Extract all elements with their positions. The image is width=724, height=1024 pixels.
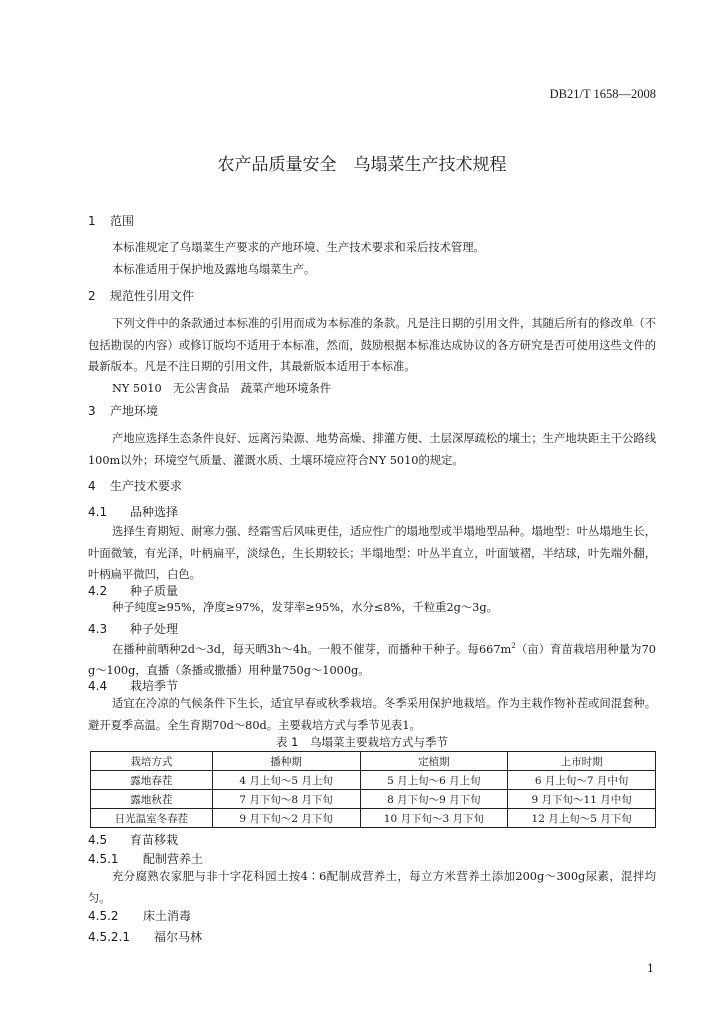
document-title: 农产品质量安全 乌塌菜生产技术规程 [217,155,507,175]
section-2-body [0,313,724,399]
section-1-body [0,237,724,280]
table-cell: 日光温室冬春茬 [91,809,213,828]
table-header-row [91,752,656,771]
section-title: 规范性引用文件 [110,289,195,303]
paragraph-text: （亩）育苗栽培用种量为70g～100g，直播（条播或撒播）用种量750g～1000g。 [88,642,656,678]
table-cell: 9 月下旬～11 月中旬 [508,790,656,809]
subsection-number: 4.1 [88,505,108,519]
subsection-4-1 [0,504,724,521]
paragraph-text: 在播种前晒种2d～3d，每天晒3h～4h。一般不催芽，而播种干种子。每667m [112,642,512,656]
table-row [91,790,656,809]
subsection-number: 4.5.1 [88,852,119,866]
subsection-title: 栽培季节 [130,679,179,693]
paragraph: 下列文件中的条款通过本标准的引用而成为本标准的条款。凡是注日期的引用文件，其随后所有的修改单（不包括勘误的内容）或修订版均不适用于本标准，然而，鼓励根据本标准达成协议的各方研究是否可使用这些文件的最新版本。凡是不注日期的引用文件，其最新版本适用于本标准。 [88,317,656,373]
subsection-heading [0,929,724,946]
paragraph: 适宜在冷凉的气候条件下生长，适宜早春或秋季栽培。冬季采用保护地栽培。作为主栽作物补茬或间混套种。避开夏季高温。全生育期70d～80d。主要栽培方式与季节见表1。 [88,697,656,732]
subsection-4-3-body [0,636,724,682]
paragraph: 本标准适用于保护地及露地乌塌菜生产。 [112,262,316,276]
subsection-4-1-body [0,521,724,586]
subsection-number: 4.4 [88,679,108,693]
paragraph: 产地应选择生态条件良好、远离污染源、地势高燥、排灌方便、土层深厚疏松的壤土；生产地块距主干公路线100m以外；环境空气质量、灌溉水质、土壤环境应符合NY 5010的规定。 [88,432,656,467]
section-number: 1 [88,214,96,228]
table-title: 表 1 乌塌菜主要栽培方式与季节 [276,735,448,749]
table-cell: 6 月上旬～7 月中旬 [508,771,656,790]
paragraph: 充分腐熟农家肥与非十字花科园土按4∶6配制成营养土，每立方米营养土添加200g～300g尿素，混拌均匀。 [88,870,656,905]
subsection-title: 配制营养土 [143,852,204,866]
table-cell: 5 月上旬～6 月上旬 [360,771,508,790]
section-heading [0,403,724,420]
subsection-title: 种子质量 [130,584,179,598]
subsection-4-5-1-body [0,866,724,909]
section-1 [0,213,724,230]
subsection-heading [0,504,724,521]
paragraph: 选择生育期短、耐寒力强、经霜雪后风味更佳，适应性广的塌地型或半塌地型品种。塌地型：叶丛塌地生长，叶面微皱，有光泽，叶柄扁平，淡绿色，生长期较长；半塌地型：叶丛半直立，叶面皱褶，半结球，叶先端外翻，叶柄扁平微凹，白色。 [88,525,656,581]
section-number: 4 [88,479,96,493]
subsection-number: 4.2 [88,584,108,598]
subsection-4-2-body [0,597,724,619]
paragraph: 种子纯度≥95%，净度≥97%，发芽率≥95%，水分≤8%，千粒重2g～3g。 [112,601,498,614]
table-caption-block [0,734,724,750]
table-cell: 12 月上旬～5 月下旬 [508,809,656,828]
subsection-title: 育苗移栽 [130,833,179,847]
subsection-heading [0,832,724,849]
paragraph: 本标准规定了乌塌菜生产要求的产地环境、生产技术要求和采后技术管理。 [112,241,485,254]
section-number: 3 [88,404,96,418]
subsection-4-5-2-1 [0,929,724,946]
subsection-title: 床土消毒 [143,909,192,923]
table-cell: 4 月上旬～5 月上旬 [212,771,360,790]
table-cell: 8 月下旬～9 月下旬 [360,790,508,809]
table-row [91,771,656,790]
table-header-cell: 定植期 [360,752,508,771]
section-3-body [0,428,724,471]
table-header-cell: 栽培方式 [91,752,213,771]
section-title: 范围 [110,214,135,228]
subsection-4-4-body [0,693,724,736]
table-header-cell: 播种期 [212,752,360,771]
subsection-number: 4.3 [88,622,108,636]
subsection-4-5-2 [0,908,724,925]
table-header-cell: 上市时期 [508,752,656,771]
table-cell: 露地秋茬 [91,790,213,809]
table-row [91,809,656,828]
subsection-heading [0,908,724,925]
paragraph [0,636,656,682]
section-3 [0,403,724,420]
table-cell: 10 月下旬～3 月下旬 [360,809,508,828]
subsection-title: 福尔马林 [154,930,203,944]
cultivation-table [90,751,656,828]
document-code: DB21/T 1658—2008 [549,87,656,101]
subsection-title: 品种选择 [130,505,179,519]
section-heading [0,213,724,230]
table-cell: 露地春茬 [91,771,213,790]
subsection-title: 种子处理 [130,622,179,636]
subsection-4-5 [0,832,724,849]
section-4 [0,478,724,495]
subsection-number: 4.5 [88,833,108,847]
table-cell: 7 月下旬～8 月下旬 [212,790,360,809]
page-number: 1 [647,962,654,975]
subsection-number: 4.5.2 [88,909,119,923]
section-title: 产地环境 [110,404,159,418]
section-title: 生产技术要求 [110,479,183,493]
table-cell: 9 月下旬～2 月下旬 [212,809,360,828]
section-heading [0,288,724,305]
subsection-number: 4.5.2.1 [88,930,130,944]
normative-reference: NY 5010 无公害食品 蔬菜产地环境条件 [112,381,332,395]
section-number: 2 [88,289,96,303]
section-heading [0,478,724,495]
section-2 [0,288,724,305]
superscript: 2 [511,642,516,650]
